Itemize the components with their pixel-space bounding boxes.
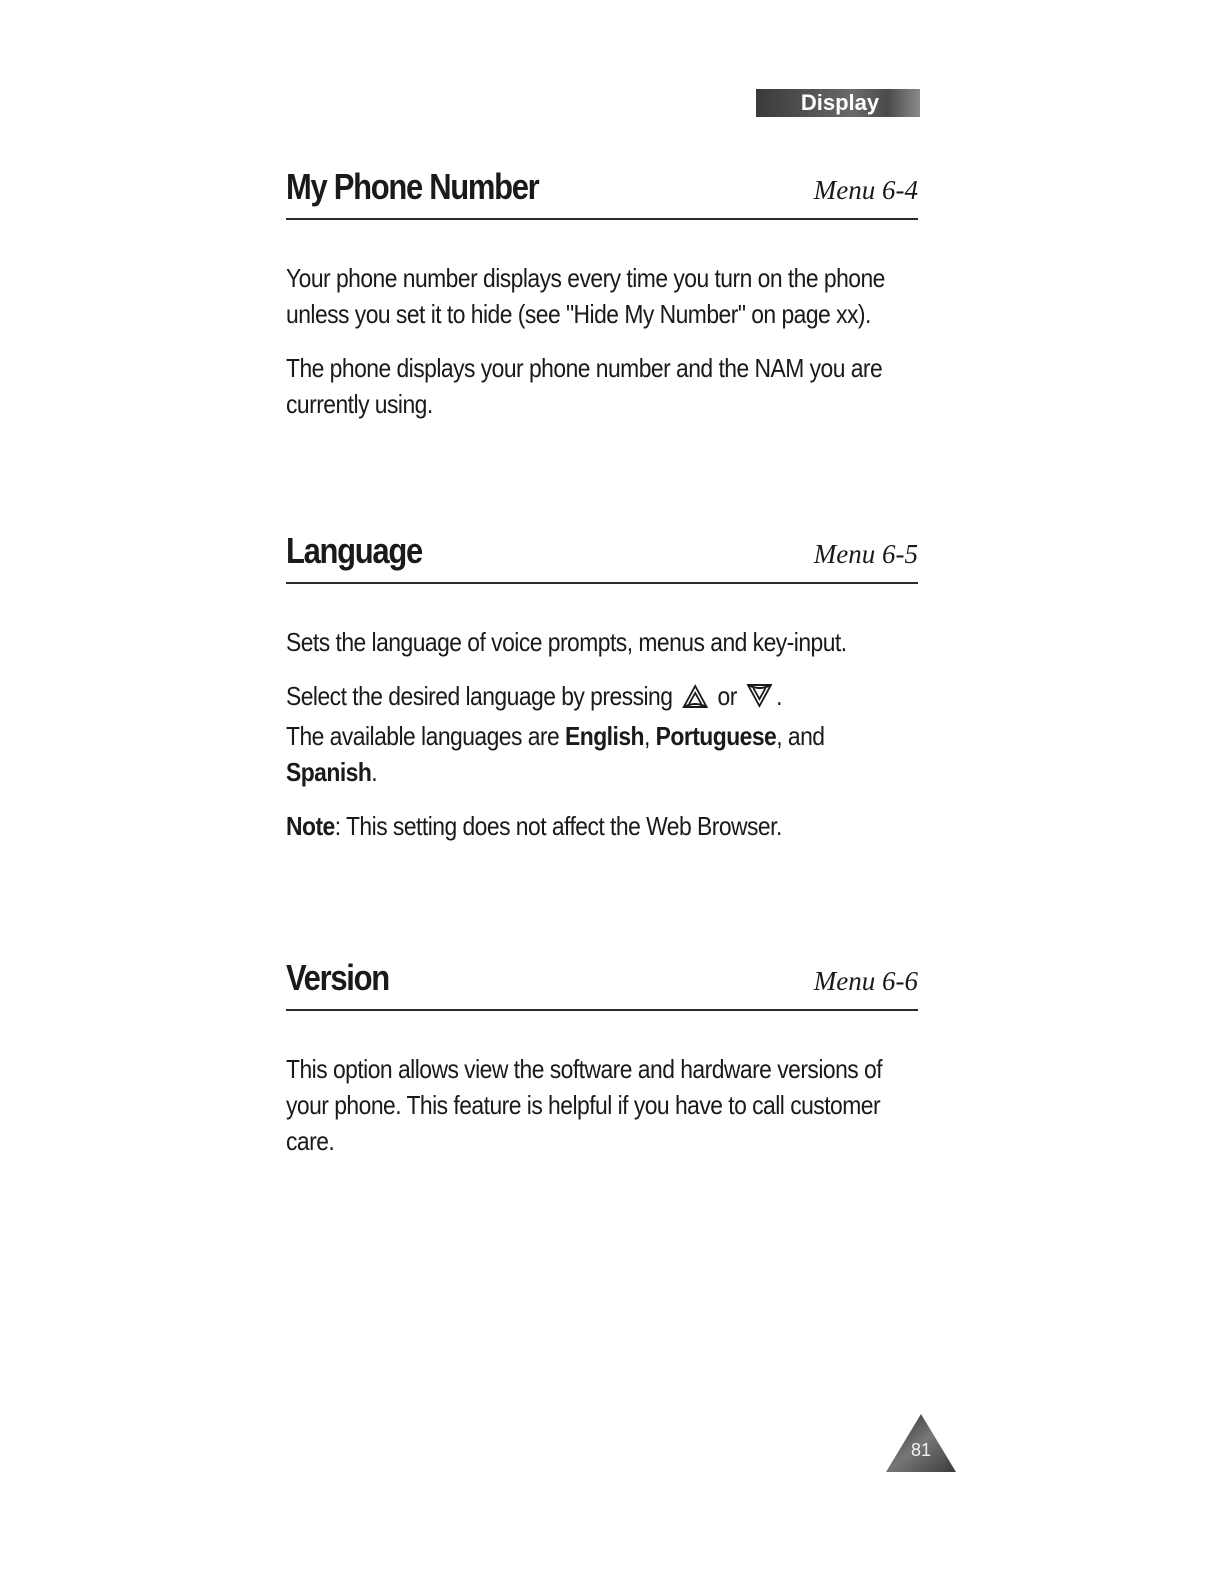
- text-period: .: [371, 757, 378, 787]
- body-paragraph: Sets the language of voice prompts, menus and key-input.: [286, 627, 847, 657]
- text-separator: ,: [643, 721, 650, 751]
- section-title: Language: [286, 530, 422, 571]
- menu-reference: Menu 6-6: [813, 966, 918, 996]
- page-number-marker: [884, 1412, 958, 1474]
- note-label: Note: [286, 811, 335, 841]
- section-language: [286, 530, 918, 844]
- language-english: English: [565, 721, 644, 751]
- up-arrow-key-icon: [682, 682, 708, 718]
- body-paragraph: Your phone number displays every time you turn on the phone unless you set it to hide (see "Hide My Number" on page xx).: [286, 263, 885, 329]
- down-arrow-key-icon: [746, 682, 772, 718]
- heading-row: [286, 166, 918, 220]
- text-select-desired-language: Select the desired language by pressing: [286, 681, 673, 711]
- text-available-languages: The available languages are: [286, 721, 560, 751]
- body-paragraph: This option allows view the software and hardware versions of your phone. This feature is helpful if you have to call customer care.: [286, 1054, 883, 1156]
- page-number: 81: [910, 1440, 932, 1460]
- text-or: or: [717, 681, 737, 711]
- text-separator: , and: [776, 721, 825, 751]
- section-tab-display: [756, 89, 920, 117]
- section-title: Version: [286, 957, 389, 998]
- section-tab-label: Display: [800, 90, 880, 115]
- heading-row: [286, 530, 918, 584]
- body-paragraph-language-select: [286, 678, 902, 790]
- section-version: [286, 957, 918, 1159]
- menu-reference: Menu 6-5: [813, 539, 918, 569]
- note-text: : This setting does not affect the Web Browser.: [334, 811, 782, 841]
- menu-reference: Menu 6-4: [813, 175, 918, 205]
- heading-row: [286, 957, 918, 1011]
- section-my-phone-number: [286, 166, 918, 422]
- text-period: .: [776, 681, 782, 711]
- language-spanish: Spanish: [286, 757, 372, 787]
- body-paragraph: The phone displays your phone number and the NAM you are currently using.: [286, 353, 883, 419]
- language-portuguese: Portuguese: [655, 721, 777, 751]
- note-paragraph: [286, 808, 902, 844]
- section-title: My Phone Number: [286, 166, 539, 207]
